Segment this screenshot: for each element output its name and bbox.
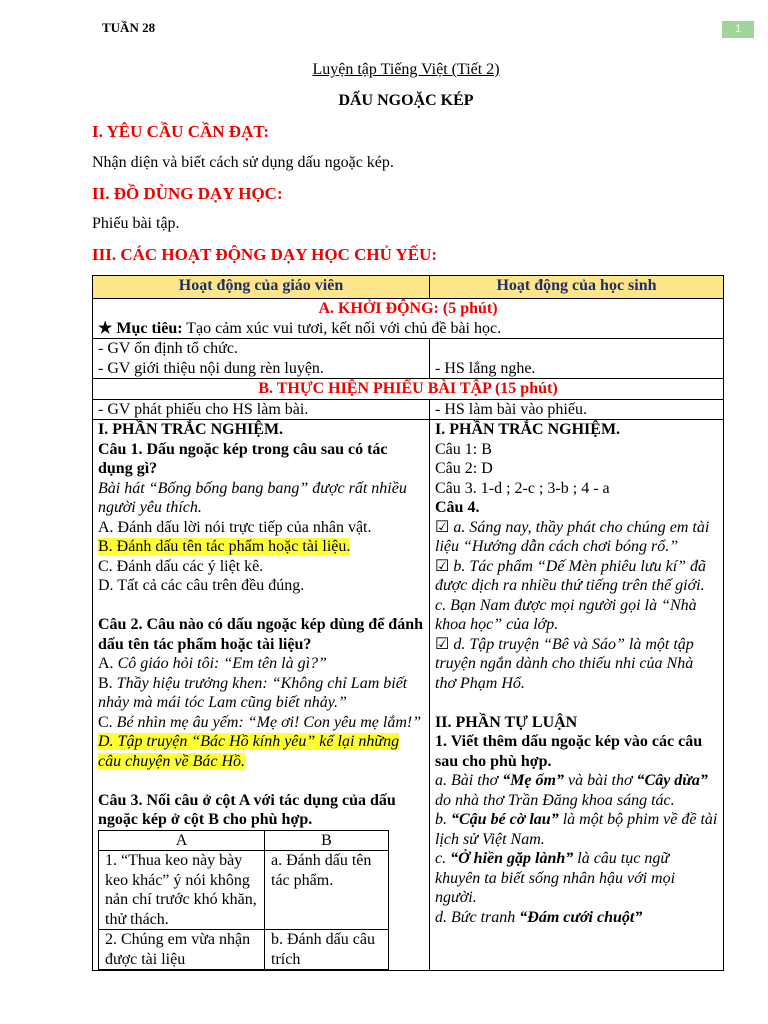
question-1-sentence: Bài hát “Bống bống bang bang” được rất nhiều người yêu thích. [98, 479, 407, 516]
quoted-title: “Đám cưới chuột” [519, 908, 643, 926]
question-2-option-a [98, 654, 424, 674]
quoted-title: “Mẹ ốm” [502, 772, 564, 789]
part-a-teacher-line-1: - GV ổn định tổ chức. [98, 340, 238, 357]
question-1-option-d: D. Tất cả các câu trên đều đúng. [98, 577, 305, 594]
quoted-title: “Cây dừa” [636, 772, 708, 789]
column-b-item-1: a. Đánh dấu tên tác phẩm. [265, 851, 389, 930]
text-part: b. [435, 811, 451, 828]
part-a-row [93, 299, 724, 339]
teacher-column-header: Hoạt động của giáo viên [93, 276, 430, 299]
student-part-2-heading: II. PHẦN TỰ LUẬN [435, 713, 578, 731]
checkbox-checked-icon: ☑ [435, 518, 450, 536]
question-4-option-b [435, 557, 718, 596]
question-2: Câu 2. Câu nào có dấu ngoặc kép dùng để đánh dấu tên tác phẩm hoặc tài liệu? [98, 616, 423, 653]
text-part: là một bộ phim về đề tài lịch sử Việt Nam. [435, 811, 718, 848]
section-1-heading: I. YÊU CẦU CẦN ĐẠT: [92, 122, 270, 141]
exercise-1: 1. Viết thêm dấu ngoặc kép vào các câu sau cho phù hợp. [435, 733, 703, 770]
part-a-student-line: - HS lắng nghe. [435, 359, 536, 377]
answer-3: Câu 3. 1-d ; 2-c ; 3-b ; 4 - a [435, 479, 610, 497]
question-1-option-b-text: B. Đánh dấu tên tác phẩm hoặc tài liệu. [98, 538, 351, 555]
quoted-title: “Ở hiền gặp lành” [450, 850, 574, 867]
section-2-heading: II. ĐỒ DÙNG DẠY HỌC: [92, 184, 283, 203]
week-label: TUẦN 28 [102, 20, 156, 35]
activities-table [92, 275, 724, 971]
exercise-1-c [435, 849, 718, 908]
text-part: a. Bài thơ [435, 772, 503, 789]
question-2-option-c [98, 713, 424, 733]
matching-table [98, 830, 389, 971]
exercise-1-b [435, 810, 718, 849]
objective-line [98, 319, 718, 339]
option-letter: A. [98, 655, 118, 672]
answer-1: Câu 1: B [435, 440, 492, 458]
student-part-1-heading: I. PHẦN TRẮC NGHIỆM. [435, 421, 621, 438]
checkbox-checked-icon: ☑ [435, 635, 450, 653]
objective-text: Tạo cảm xúc vui tươi, kết nối với chủ đề bài học. [182, 319, 502, 337]
option-text: Cô giáo hỏi tôi: “Em tên là gì?” [117, 655, 327, 672]
text-part: là câu tục ngữ khuyên ta biết sống nhân hậu với mọi người. [435, 850, 676, 906]
question-4: Câu 4. [435, 499, 480, 516]
text-part: do nhà thơ Trần Đăng khoa sáng tác. [435, 791, 675, 809]
exercise-teacher-cell [93, 420, 430, 971]
option-text: b. Tác phẩm “Dế Mèn phiêu lưu kí” đã được dịch ra nhiều thứ tiếng trên thế giới. [435, 557, 707, 594]
text-part: c. [435, 850, 451, 867]
part-b-student-line: - HS làm bài vào phiếu. [430, 399, 724, 420]
text-part: d. Bức tranh [435, 908, 520, 926]
column-a-item-1: 1. “Thua keo này bày keo khác” ý nói không nản chí trước khó khăn, thử thách. [99, 851, 265, 930]
question-2-option-d [98, 732, 424, 771]
part-a-student-cell [430, 339, 724, 379]
option-text: d. Tập truyện “Bê và Sáo” là một tập truyện ngắn dành cho thiếu nhi của Nhà thơ Phạm Hổ. [435, 635, 694, 692]
exercise-1-d [435, 908, 718, 928]
checkbox-checked-icon: ☑ [435, 557, 450, 575]
question-2-option-b [98, 674, 424, 713]
part-b-teacher-line: - GV phát phiếu cho HS làm bài. [93, 399, 430, 420]
page-number-badge: 1 [722, 21, 754, 38]
column-a-item-2: 2. Chúng em vừa nhận được tài liệu [99, 930, 265, 970]
section-3-heading: III. CÁC HOẠT ĐỘNG DẠY HỌC CHỦ YẾU: [92, 245, 438, 264]
question-1: Câu 1. Dấu ngoặc kép trong câu sau có tác dụng gì? [98, 440, 388, 477]
option-letter: B. [98, 674, 117, 692]
question-4-option-c [435, 596, 718, 635]
option-text: c. Bạn Nam được mọi người gọi là “Nhà khoa học” của lớp. [435, 596, 697, 633]
part-b-title: B. THỰC HIỆN PHIẾU BÀI TẬP (15 phút) [93, 379, 724, 400]
objective-label: ★ Mục tiêu: [98, 319, 183, 337]
question-4-option-a [435, 518, 718, 557]
question-2-option-d-text: D. Tập truyện “Bác Hồ kính yêu” kể lại những câu chuyện về Bác Hồ. [98, 733, 400, 770]
part-a-teacher-line-2: - GV giới thiệu nội dung rèn luyện. [98, 359, 324, 377]
question-4-option-d [435, 635, 718, 694]
section-2-text: Phiếu bài tập. [92, 215, 180, 232]
answer-2: Câu 2: D [435, 460, 493, 477]
part-a-teacher-cell [93, 339, 430, 379]
option-text: Bé nhìn mẹ âu yếm: “Mẹ ơi! Con yêu mẹ lắm!” [116, 713, 422, 731]
question-3: Câu 3. Nối câu ở cột A với tác dụng của dấu ngoặc kép ở cột B cho phù hợp. [98, 791, 396, 828]
text-part: và bài thơ [563, 772, 637, 789]
column-b-item-2: b. Đánh dấu câu trích [265, 930, 389, 970]
option-text: Thầy hiệu trưởng khen: “Không chỉ Lam biết nhảy mà mái tóc Lam cũng biết nhảy.” [98, 674, 408, 711]
lesson-title: DẤU NGOẶC KÉP [338, 92, 474, 109]
question-1-option-a: A. Đánh dấu lời nói trực tiếp của nhân vật. [98, 518, 372, 536]
lesson-subtitle: Luyện tập Tiếng Việt (Tiết 2) [312, 61, 500, 78]
option-text: a. Sáng nay, thầy phát cho chúng em tài liệu “Hướng dẫn cách chơi bóng rổ.” [435, 518, 710, 555]
option-letter: C. [98, 713, 117, 731]
question-1-option-c: C. Đánh dấu các ý liệt kê. [98, 557, 264, 575]
column-a-header: A [99, 830, 265, 851]
part-a-title: A. KHỞI ĐỘNG: (5 phút) [318, 300, 498, 317]
column-b-header: B [265, 830, 389, 851]
teacher-part-1-heading: I. PHẦN TRẮC NGHIỆM. [98, 421, 284, 438]
student-column-header: Hoạt động của học sinh [430, 276, 724, 299]
section-1-text: Nhận diện và biết cách sử dụng dấu ngoặc kép. [92, 154, 394, 171]
question-1-option-b [98, 537, 424, 557]
exercise-student-cell [430, 420, 724, 971]
exercise-1-a [435, 771, 718, 810]
quoted-title: “Cậu bé cờ lau” [451, 811, 559, 828]
